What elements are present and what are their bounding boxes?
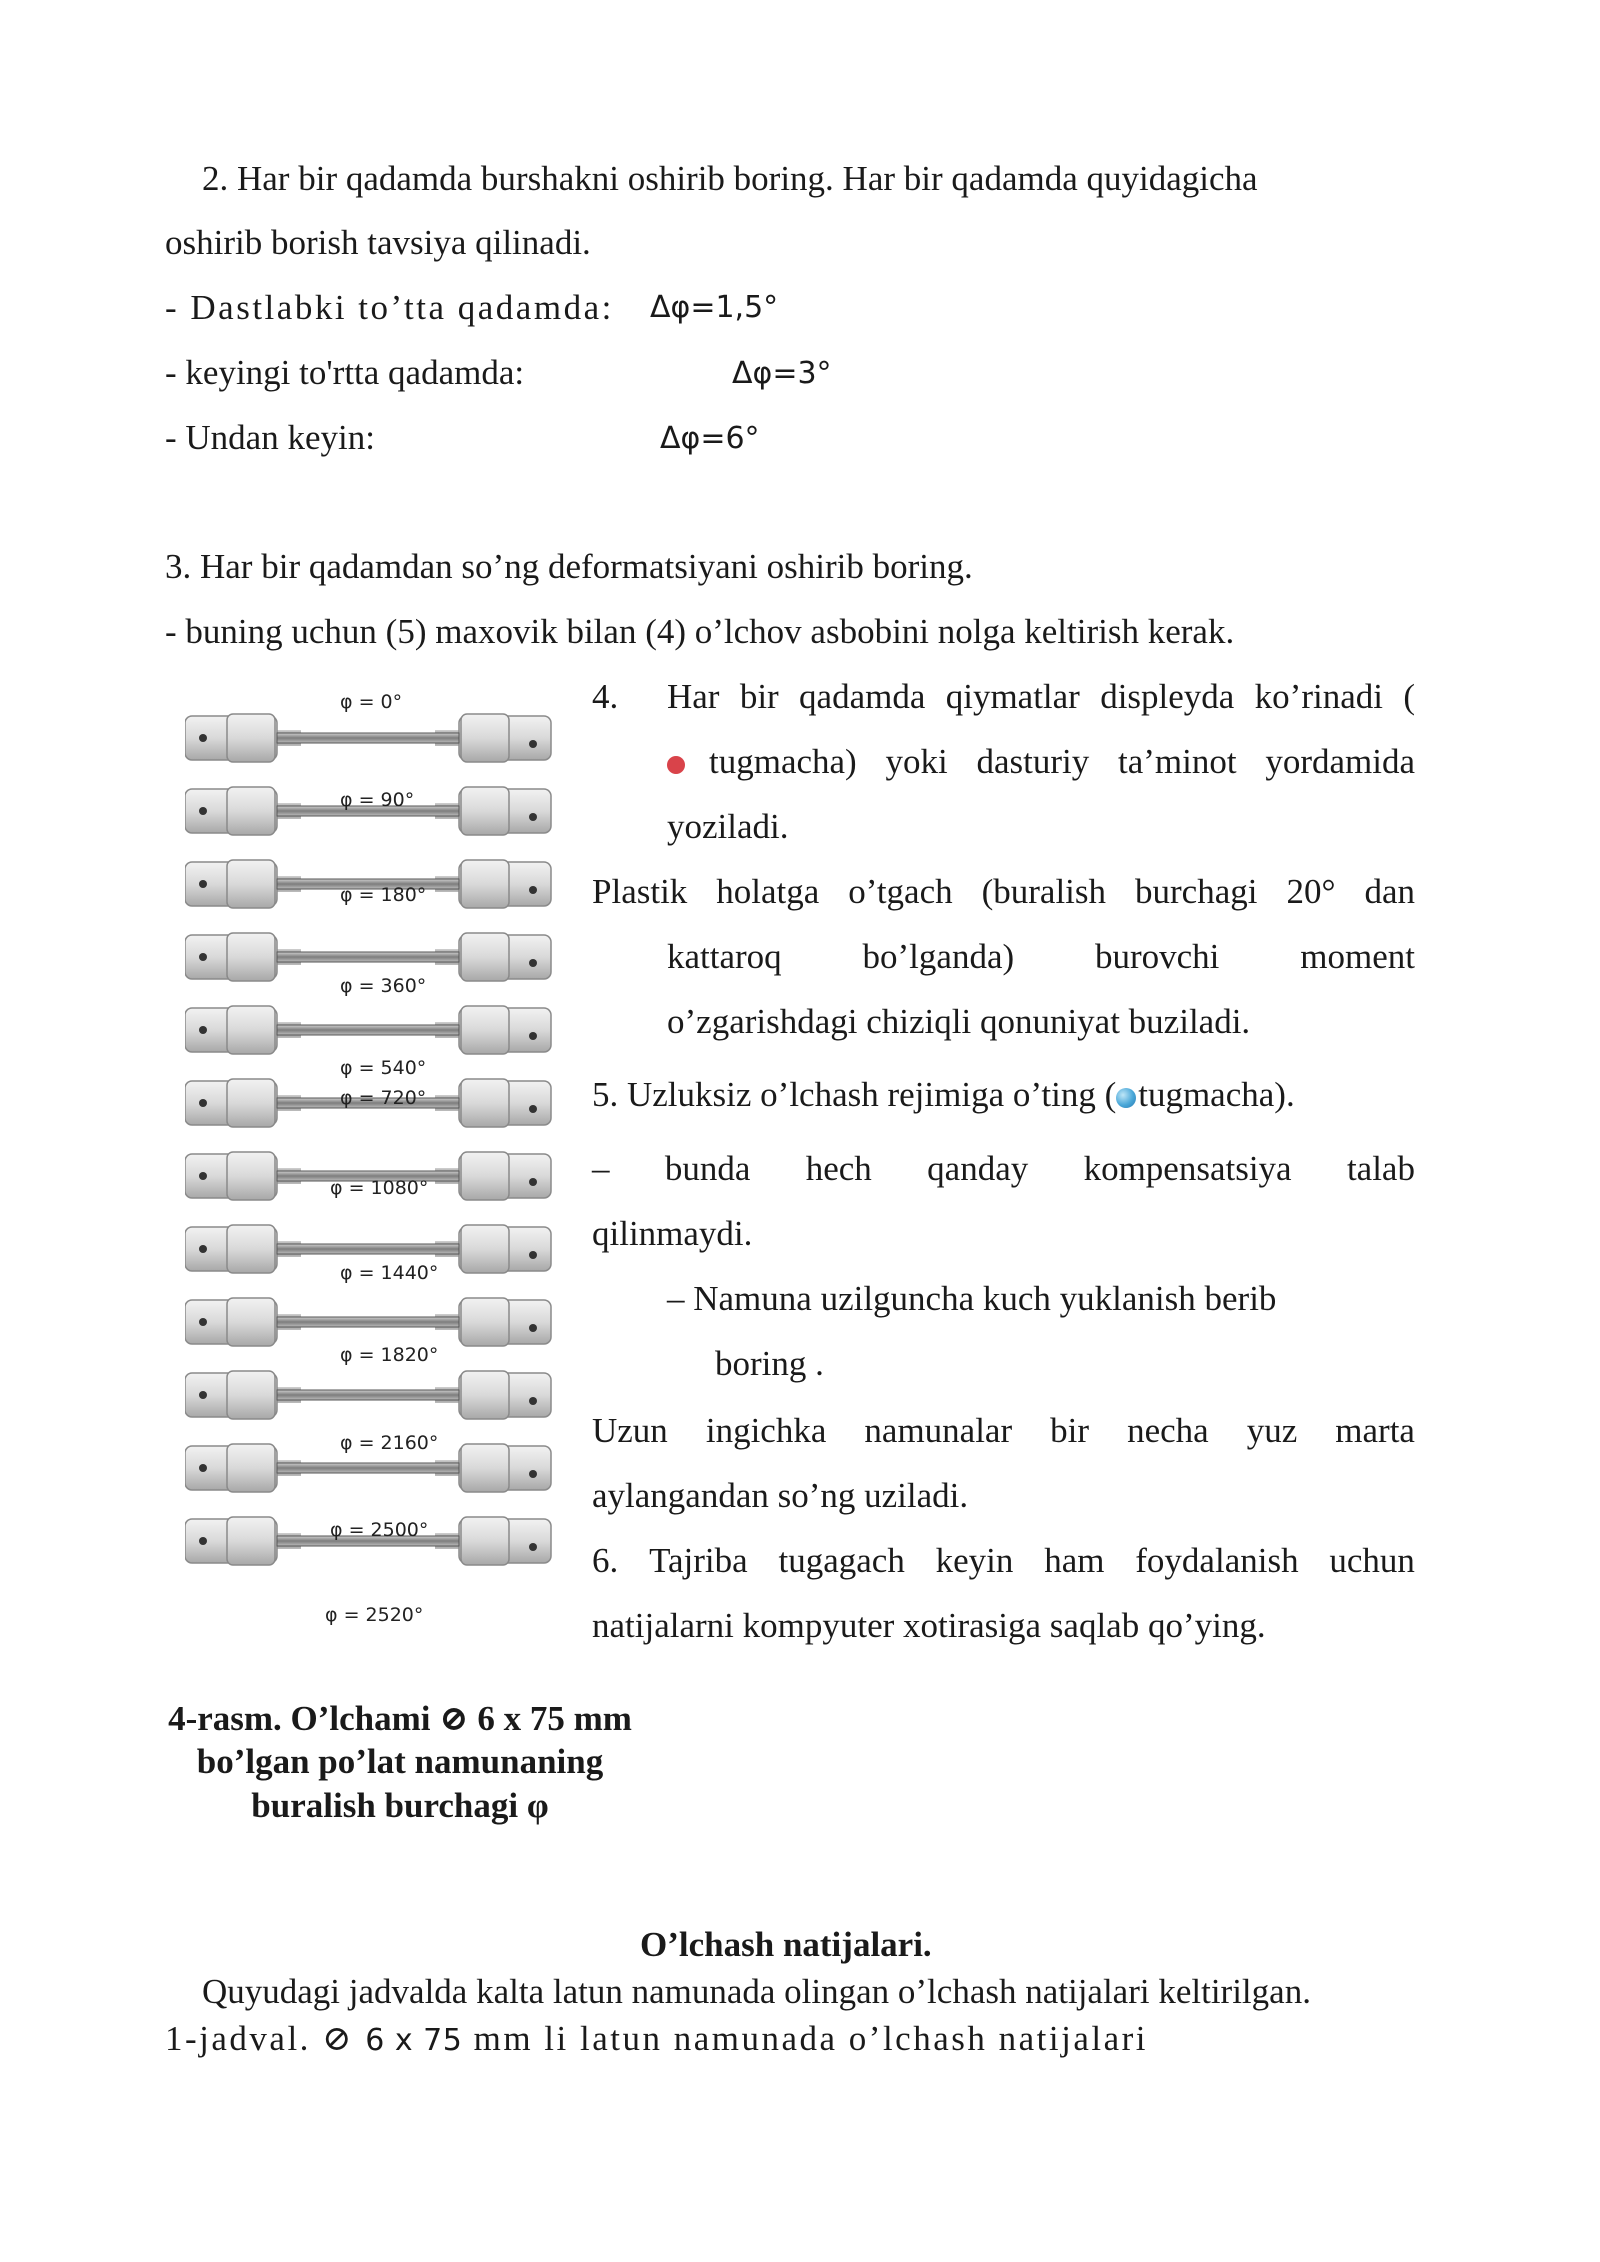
word: ingichka (705, 1411, 827, 1450)
phi-label: φ = 2500° (330, 1519, 429, 1541)
step6-line2: natijalarni kompyuter xotirasiga saqlab qo’ying. (592, 1606, 1266, 1645)
word: kompensatsiya (1083, 1149, 1292, 1188)
word: qadamda (799, 677, 926, 716)
word: uchun (1329, 1541, 1415, 1580)
phi-label: φ = 0° (340, 691, 403, 713)
word: bir (1050, 1411, 1090, 1450)
word: dan (1364, 872, 1415, 911)
word: bo’lganda) (862, 937, 1015, 976)
word: burchagi (1135, 872, 1258, 911)
word: yoki (885, 742, 948, 781)
word: – (592, 1149, 610, 1188)
increment-label-1: - Dastlabki to’tta qadamda: (165, 288, 614, 327)
step5-line3: qilinmaydi. (592, 1214, 753, 1253)
figure-caption (140, 1697, 660, 1827)
record-button-icon (667, 756, 685, 774)
word: qiymatlar (945, 677, 1080, 716)
word: hech (805, 1149, 872, 1188)
phi-label: φ = 1820° (340, 1344, 439, 1366)
specimen-figure (185, 676, 555, 1636)
word: Plastik (592, 872, 688, 911)
word: o’tgach (848, 872, 953, 911)
word: Har (667, 677, 720, 716)
step5-sub1: – Namuna uzilguncha kuch yuklanish berib (667, 1279, 1277, 1318)
increment-value-2: Δφ=3° (732, 356, 832, 391)
word: tugagach (778, 1541, 905, 1580)
phi-label: φ = 2520° (325, 1604, 424, 1626)
step6-line1 (592, 1540, 1415, 1582)
word: 20° (1286, 872, 1336, 911)
word: Uzun (592, 1411, 668, 1450)
table-caption-suffix: mm li latun namunada o’lchash natijalari (462, 2019, 1149, 2058)
word: necha (1127, 1411, 1209, 1450)
word: holatga (716, 872, 820, 911)
step3-line1: 3. Har bir qadamdan so’ng deformatsiyani oshirib boring. (165, 547, 973, 586)
phi-label: φ = 720° (340, 1087, 427, 1109)
word: moment (1300, 937, 1415, 976)
increment-value-1: Δφ=1,5° (650, 290, 779, 325)
results-intro: Quyudagi jadvalda kalta latun namunada olingan o’lchash natijalari keltirilgan. (202, 1972, 1311, 2011)
step2-line1: 2. Har bir qadamda burshakni oshirib boring. Har bir qadamda quyidagicha (202, 159, 1258, 198)
step4-line2 (667, 741, 1415, 783)
word: displeyda (1100, 677, 1235, 716)
table-caption-prefix: 1-jadval. ⊘ (165, 2019, 366, 2058)
word: bir (739, 677, 779, 716)
plastic-line2 (667, 936, 1415, 978)
long-specimen-line2: aylangandan so’ng uziladi. (592, 1476, 969, 1515)
word: talab (1346, 1149, 1415, 1188)
phi-label: φ = 2160° (340, 1432, 439, 1454)
word: qanday (927, 1149, 1029, 1188)
word: tugmacha) (709, 742, 857, 781)
results-heading: O’lchash natijalari. (640, 1925, 932, 1964)
word: ham (1044, 1541, 1105, 1580)
word: kattaroq (667, 937, 782, 976)
word: Tajriba (649, 1541, 748, 1580)
phi-label: φ = 1440° (340, 1262, 439, 1284)
figure-caption-line1: 4-rasm. O’lchami ⊘ 6 x 75 mm (168, 1699, 632, 1738)
table-caption-dimension: 6 x 75 (365, 2023, 463, 2058)
word: foydalanish (1135, 1541, 1299, 1580)
word: yordamida (1265, 742, 1415, 781)
phi-label: φ = 540° (340, 1057, 427, 1079)
word: ko’rinadi (1254, 677, 1383, 716)
continuous-mode-icon (1116, 1088, 1136, 1108)
step4-line1 (667, 676, 1415, 718)
step5-text-end: tugmacha). (1138, 1075, 1295, 1114)
phi-label: φ = 180° (340, 884, 427, 906)
word: marta (1335, 1411, 1415, 1450)
step2-line2: oshirib borish tavsiya qilinadi. (165, 223, 591, 262)
word: 6. (592, 1541, 619, 1580)
word: yuz (1246, 1411, 1298, 1450)
increment-value-3: Δφ=6° (660, 421, 760, 456)
word: keyin (935, 1541, 1014, 1580)
step5-text: 5. Uzluksiz o’lchash rejimiga o’ting ( (592, 1075, 1117, 1114)
increment-label-2: - keyingi to'rtta qadamda: (165, 353, 525, 392)
step5-line1 (592, 1074, 1295, 1116)
phi-label: φ = 360° (340, 975, 427, 997)
step5-sub2: boring . (715, 1344, 824, 1383)
long-specimen-line1 (592, 1410, 1415, 1452)
step5-dash-line (592, 1148, 1415, 1190)
word: bunda (664, 1149, 751, 1188)
figure-caption-line3: buralish burchagi φ (251, 1785, 549, 1825)
phi-label: φ = 1080° (330, 1177, 429, 1199)
step4-number: 4. (592, 677, 619, 716)
word: ( (1403, 677, 1415, 716)
step4-line3: yoziladi. (667, 807, 789, 846)
word: (buralish (981, 872, 1107, 911)
word: ta’minot (1117, 742, 1237, 781)
step3-line2: - buning uchun (5) maxovik bilan (4) o’lchov asbobini nolga keltirish kerak. (165, 612, 1235, 651)
figure-caption-line2: bo’lgan po’lat namunaning (196, 1742, 604, 1782)
plastic-line3: o’zgarishdagi chiziqli qonuniyat buziladi. (667, 1002, 1251, 1041)
word: burovchi (1094, 937, 1220, 976)
word: namunalar (864, 1411, 1013, 1450)
plastic-line1 (592, 871, 1415, 913)
phi-label: φ = 90° (340, 789, 415, 811)
table-caption (165, 2018, 1148, 2060)
word (667, 741, 857, 783)
increment-label-3: - Undan keyin: (165, 418, 375, 457)
word: dasturiy (976, 742, 1090, 781)
